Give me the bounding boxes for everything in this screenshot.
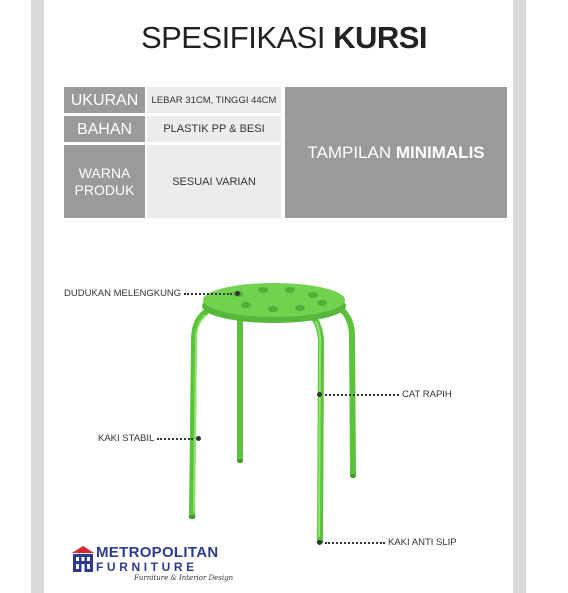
highlight-bold: MINIMALIS: [395, 142, 485, 162]
title-bold: KURSI: [333, 20, 428, 55]
highlight-light: TAMPILAN: [307, 142, 392, 162]
callout-legs: [98, 433, 201, 444]
stool-legs-highlight: [194, 316, 320, 536]
leg-feet: [189, 459, 357, 544]
callout-seat-text: DUDUKAN MELENGKUNG: [64, 288, 182, 299]
callout-dot: [235, 291, 240, 296]
callout-dots: [184, 293, 232, 295]
callout-dot: [317, 392, 322, 397]
building-icon: [72, 546, 94, 574]
callout-dots: [325, 542, 385, 544]
spec-value-text: LEBAR 31CM, TINGGI 44CM: [151, 94, 277, 106]
spec-label-line1: WARNA: [78, 164, 131, 181]
brand-logo: [72, 544, 234, 588]
callout-paint-text: CAT RAPIH: [402, 389, 452, 400]
spec-label-line2: PRODUK: [74, 181, 135, 198]
callout-dots: [157, 438, 193, 440]
spec-label-text: BAHAN: [76, 120, 133, 138]
spec-value-text: SESUAI VARIAN: [172, 175, 256, 188]
callout-paint: [317, 389, 452, 400]
callout-legs-text: KAKI STABIL: [98, 433, 155, 444]
stool-legs: [192, 308, 353, 541]
callout-dot: [317, 540, 322, 545]
logo-line1: METROPOLITAN: [96, 544, 219, 561]
logo-line2: FURNITURE: [96, 560, 198, 574]
callout-feet: [317, 537, 457, 548]
spec-label-text: UKURAN: [70, 91, 139, 109]
title-light: SPESIFIKASI: [140, 20, 334, 55]
logo-tagline: Furniture & Interior Design: [134, 574, 234, 582]
callout-seat: [64, 288, 240, 299]
callout-dots: [325, 394, 399, 396]
callout-dot: [196, 436, 201, 441]
spec-value-text: PLASTIK PP & BESI: [163, 123, 265, 135]
callout-feet-text: KAKI ANTI SLIP: [388, 537, 457, 548]
